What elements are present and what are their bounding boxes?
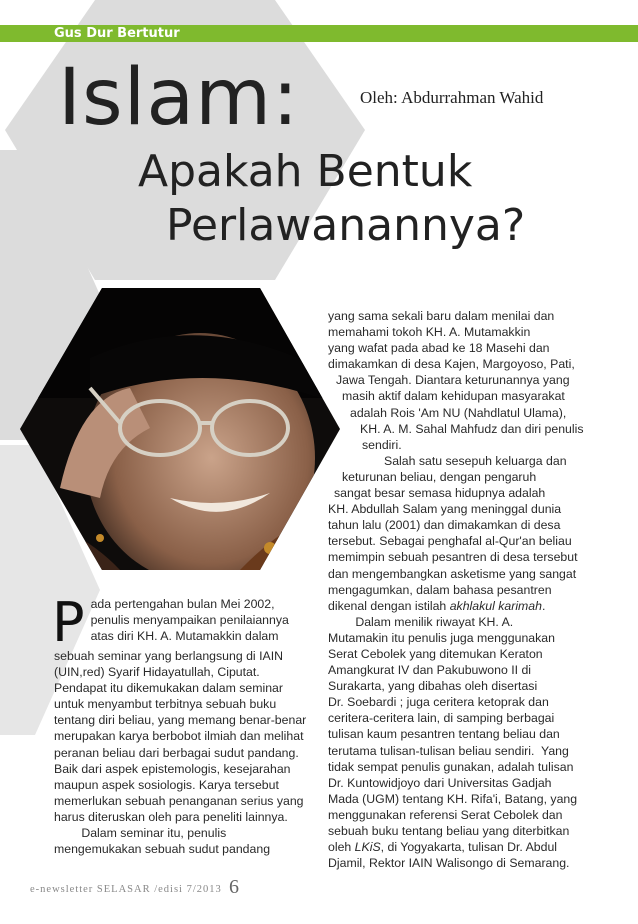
- text-line: peranan beliau dari berbagai sudut pandang.: [54, 745, 299, 760]
- text-line: Salah satu sesepuh keluarga dan: [384, 453, 567, 468]
- text-line: KH. A. M. Sahal Mahfudz dan diri penulis: [360, 421, 584, 436]
- text-line: merupakan karya berbobot ilmiah dan melihat: [54, 729, 304, 744]
- article-left-column: [52, 591, 324, 857]
- text-line: Amangkurat IV dan Pakubuwono II di: [328, 663, 532, 678]
- text-line: Mutamakin itu penulis juga menggunakan: [328, 630, 555, 645]
- page-number: 6: [229, 876, 239, 898]
- text-line: memahami tokoh KH. A. Mutamakkin: [328, 325, 531, 340]
- text-line: dan mengembangkan asketisme yang sangat: [328, 566, 577, 581]
- text-line: penulis menyampaikan penilaiannya: [90, 613, 289, 628]
- text-line: dikenal dengan istilah akhlakul karimah.: [328, 598, 546, 613]
- text-line: sebuah buku tentang beliau yang diterbitkan: [328, 824, 570, 838]
- article-right-column: [328, 308, 618, 871]
- text-line: memerlukan sebuah penanganan serius yang: [54, 793, 304, 808]
- section-label: Gus Dur Bertutur: [54, 26, 180, 41]
- text-line: tulisan kaum pesantren tentang beliau dan: [328, 727, 560, 742]
- portrait-photo: [20, 288, 340, 570]
- title-line-2: Apakah Bentuk: [138, 146, 473, 197]
- text-line: dimakamkan di desa Kajen, Margoyoso, Pati,: [328, 357, 575, 372]
- text-line: Dr. Soebardi ; juga ceritera ketoprak dan: [328, 695, 549, 710]
- title-line-3: Perlawanannya?: [166, 200, 526, 251]
- text-line: ceritera-ceritera lain, di samping berbagai: [328, 711, 555, 726]
- text-line: maupun aspek sosiologis. Karya tersebut: [54, 777, 279, 792]
- author-byline: Oleh: Abdurrahman Wahid: [360, 88, 544, 107]
- text-line: yang sama sekali baru dalam menilai dan: [328, 309, 555, 323]
- text-line: Surakarta, yang dibahas oleh disertasi: [328, 679, 538, 694]
- text-line: sebuah seminar yang berlangsung di IAIN: [54, 649, 283, 663]
- text-line: Djamil, Rektor IAIN Walisongo di Semarang.: [328, 856, 570, 871]
- text-line: terutama tulisan-tulisan beliau sendiri. Yang: [328, 743, 569, 758]
- text-line: harus diteruskan oleh para peneliti lainnya.: [54, 809, 288, 824]
- text-line: adalah Rois 'Am NU (Nahdlatul Ulama),: [350, 405, 567, 420]
- text-line: sangat besar semasa hidupnya adalah: [334, 486, 546, 501]
- text-line: (UIN,red) Syarif Hidayatullah, Ciputat.: [54, 665, 260, 680]
- drop-cap: P: [52, 591, 85, 654]
- text-line: tidak sempat penulis gunakan, adalah tulisan: [328, 759, 574, 774]
- text-line: Pendapat itu dikemukakan dalam seminar: [54, 681, 283, 696]
- text-line: Dr. Kuntowidjoyo dari Universitas Gadjah: [328, 775, 552, 790]
- text-line: tentang diri beliau, yang memang benar-benar: [54, 713, 307, 728]
- text-line: KH. Abdullah Salam yang meninggal dunia: [328, 502, 562, 517]
- text-line: memimpin sebuah pesantren di desa tersebut: [328, 550, 578, 565]
- text-line: masih aktif dalam kehidupan masyarakat: [342, 389, 565, 404]
- text-line: Serat Cebolek yang ditemukan Keraton: [328, 646, 543, 661]
- text-line: mengemukakan sebuah sudut pandang: [54, 842, 271, 857]
- footer-publication: e-newsletter SELASAR /edisi 7/2013: [30, 884, 222, 895]
- text-line: yang wafat pada abad ke 18 Masehi dan: [328, 341, 550, 356]
- text-line: tersebut. Sebagai penghafal al-Qur'an beliau: [328, 534, 572, 549]
- title-line-1: Islam:: [58, 53, 300, 143]
- text-line: atas diri KH. A. Mutamakkin dalam: [90, 629, 279, 644]
- text-line: Dalam menilik riwayat KH. A.: [328, 614, 514, 629]
- text-line: sendiri.: [362, 437, 402, 452]
- text-line: menggunakan referensi Serat Cebolek dan: [328, 807, 563, 822]
- text-line: oleh LKiS, di Yogyakarta, tulisan Dr. Abdul: [328, 840, 558, 855]
- text-line: mengagumkan, dalam bahasa pesantren: [328, 582, 552, 597]
- text-line: Mada (UGM) tentang KH. Rifa'i, Batang, yang: [328, 791, 578, 806]
- text-line: tahun lalu (2001) dan dimakamkan di desa: [328, 518, 561, 533]
- text-line: keturunan beliau, dengan pengaruh: [342, 469, 537, 484]
- text-line: Dalam seminar itu, penulis: [54, 826, 227, 841]
- text-line: ada pertengahan bulan Mei 2002,: [90, 597, 275, 611]
- text-line: Jawa Tengah. Diantara keturunannya yang: [336, 373, 570, 388]
- text-line: untuk menyambut terbitnya sebuah buku: [54, 697, 277, 712]
- text-line: Baik dari aspek epistemologis, kesejarahan: [54, 761, 291, 776]
